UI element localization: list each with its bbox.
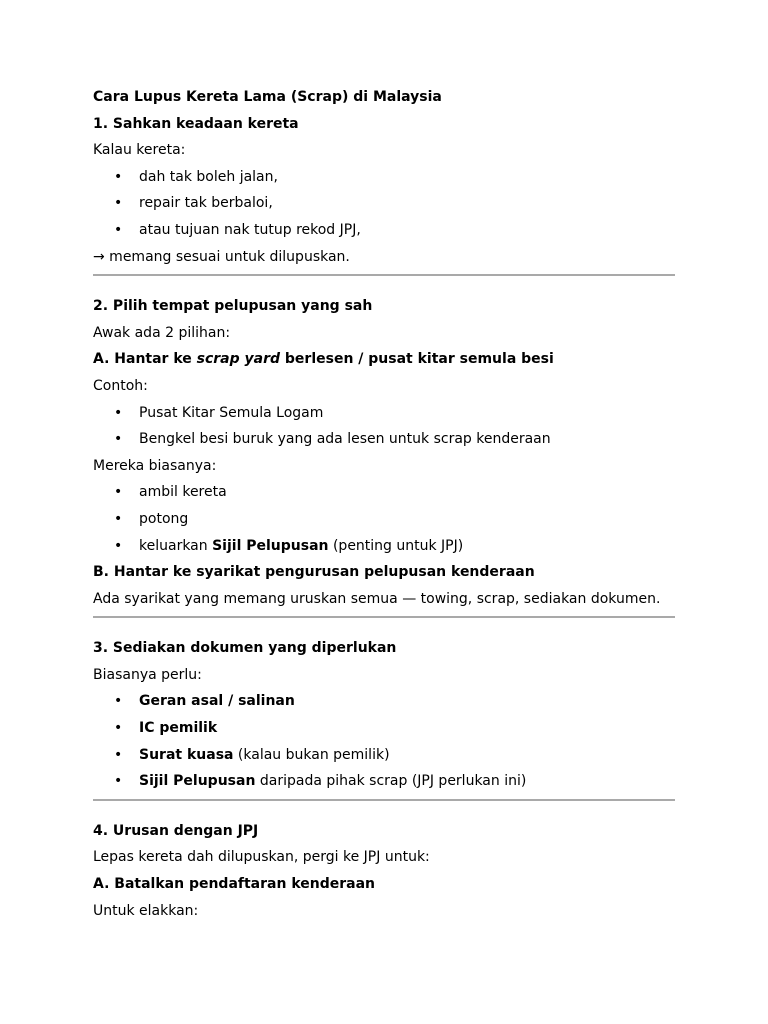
section-4-intro: Lepas kereta dah dilupuskan, pergi ke JPJ untuk:: [93, 849, 430, 866]
section-3-heading: 3. Sediakan dokumen yang diperlukan: [93, 640, 397, 657]
section-1-intro: Kalau kereta:: [93, 142, 186, 159]
bullet-icon: •: [114, 195, 123, 212]
list-item: • dah tak boleh jalan,: [93, 164, 675, 191]
bullet-icon: •: [114, 773, 123, 790]
list-item: • repair tak berbaloi,: [93, 190, 675, 217]
bullet-icon: •: [114, 693, 123, 710]
list-item: • Surat kuasa (kalau bukan pemilik): [93, 742, 675, 769]
section-2-heading: 2. Pilih tempat pelupusan yang sah: [93, 298, 373, 315]
bullet-icon: •: [114, 537, 123, 554]
bullet-icon: •: [114, 404, 123, 421]
section-3-intro: Biasanya perlu:: [93, 666, 202, 683]
option-b-text: Ada syarikat yang memang uruskan semua — towing, scrap, sediakan dokumen.: [93, 590, 661, 607]
list-item: • Sijil Pelupusan daripada pihak scrap (JPJ perlukan ini): [93, 768, 675, 795]
list-item: • potong: [93, 506, 675, 533]
bullet-icon: •: [114, 484, 123, 501]
list-item: • atau tujuan nak tutup rekod JPJ,: [93, 217, 675, 244]
list-item: • Geran asal / salinan: [93, 688, 675, 715]
bullet-icon: •: [114, 746, 123, 763]
section-1-conclusion: → memang sesuai untuk dilupuskan.: [93, 248, 350, 265]
list-item: • Bengkel besi buruk yang ada lesen untuk scrap kenderaan: [93, 426, 675, 453]
list-item: • IC pemilik: [93, 715, 675, 742]
section-4-heading: 4. Urusan dengan JPJ: [93, 822, 259, 839]
option-a-heading: A. Hantar ke scrap yard berlesen / pusat kitar semula besi: [93, 351, 554, 368]
document-title: Cara Lupus Kereta Lama (Scrap) di Malaysia: [93, 89, 442, 105]
section-4-a-text: Untuk elakkan:: [93, 902, 199, 919]
section-4-a-heading: A. Batalkan pendaftaran kenderaan: [93, 876, 375, 893]
list-item: • Pusat Kitar Semula Logam: [93, 400, 675, 427]
section-2-intro: Awak ada 2 pilihan:: [93, 324, 231, 341]
section-1-heading: 1. Sahkan keadaan kereta: [93, 115, 299, 132]
bullet-icon: •: [114, 510, 123, 527]
list-item: • ambil kereta: [93, 479, 675, 506]
bullet-icon: •: [114, 221, 123, 238]
bullet-icon: •: [114, 720, 123, 737]
document-body: [93, 84, 675, 924]
mereka-label: Mereka biasanya:: [93, 457, 217, 474]
bullet-icon: •: [114, 168, 123, 185]
option-b-heading: B. Hantar ke syarikat pengurusan pelupusan kenderaan: [93, 564, 535, 581]
contoh-label: Contoh:: [93, 377, 148, 394]
bullet-icon: •: [114, 431, 123, 448]
list-item: • keluarkan Sijil Pelupusan (penting untuk JPJ): [93, 533, 675, 560]
